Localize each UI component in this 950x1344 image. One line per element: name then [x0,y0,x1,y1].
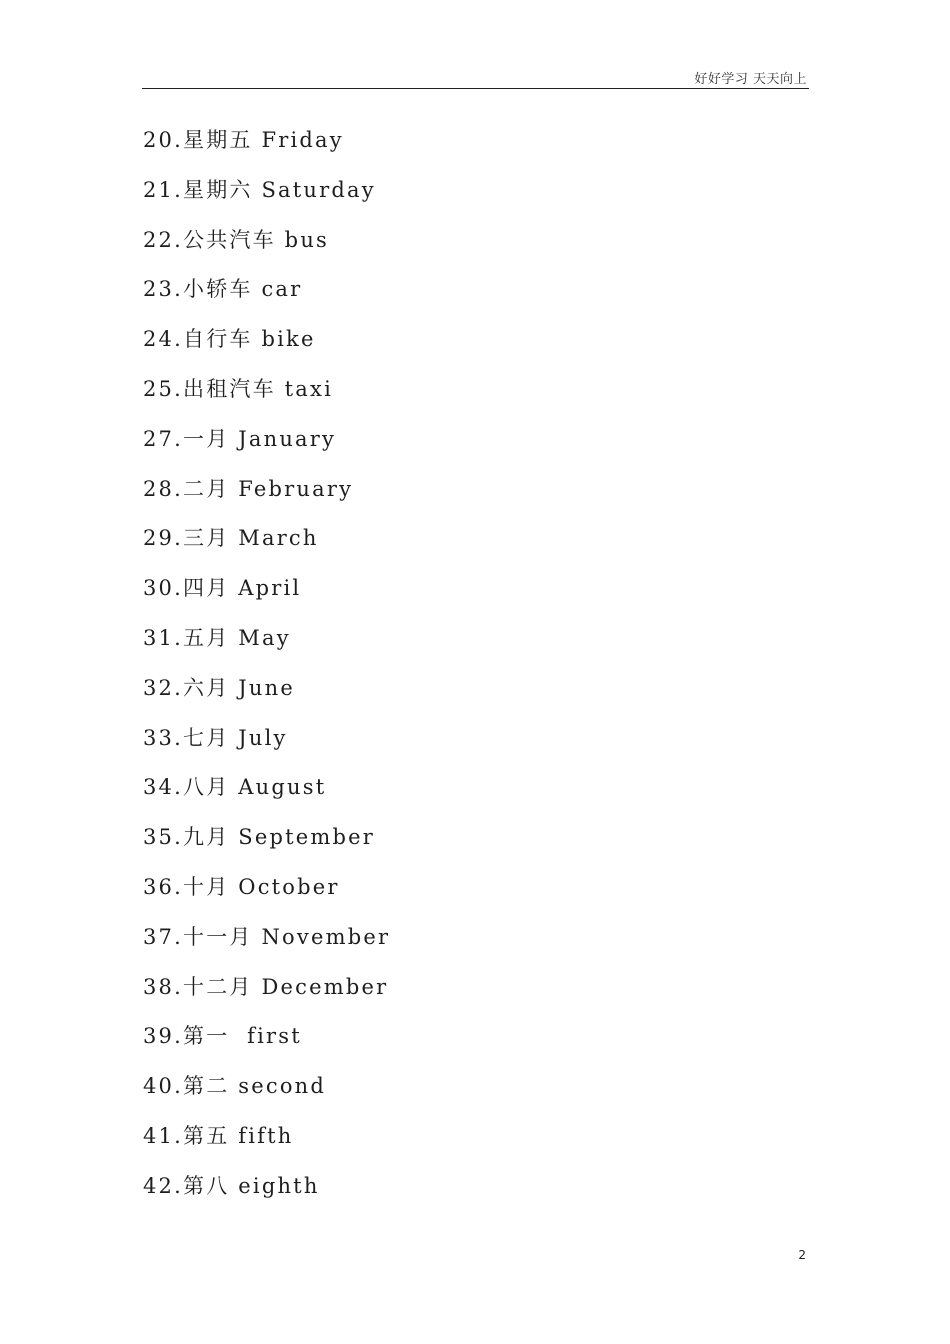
vocab-item: 42.第八 eighth [143,1173,320,1198]
vocab-item: 28.二月 February [143,476,354,501]
vocab-item: 37.十一月 November [143,924,391,949]
header-motto: 好好学习 天天向上 [694,72,807,87]
vocab-item: 24.自行车 bike [143,327,316,352]
vocab-item: 29.三月 March [143,526,319,551]
vocab-item: 22.公共汽车 bus [143,227,330,252]
vocab-item: 31.五月 May [143,625,291,650]
page-number: 2 [798,1248,806,1262]
vocab-item: 34.八月 August [143,775,327,800]
vocab-item: 33.七月 July [143,725,288,750]
page-header [142,66,809,89]
vocab-item: 40.第二 second [143,1074,327,1099]
vocab-item: 25.出租汽车 taxi [143,376,333,401]
vocab-item: 41.第五 fifth [143,1123,294,1148]
vocab-item: 32.六月 June [143,675,295,700]
vocab-item: 20.星期五 Friday [143,128,344,152]
vocab-item: 21.星期六 Saturday [143,177,376,202]
vocab-item: 27.一月 January [143,426,337,451]
vocab-item: 23.小轿车 car [143,277,303,302]
vocab-item: 36.十月 October [143,874,340,899]
vocab-item: 35.九月 September [143,825,376,850]
vocab-item: 38.十二月 December [143,974,389,999]
vocab-item: 39.第一 first [143,1024,302,1049]
vocabulary-list [143,116,390,1212]
vocab-item: 30.四月 April [143,576,302,601]
